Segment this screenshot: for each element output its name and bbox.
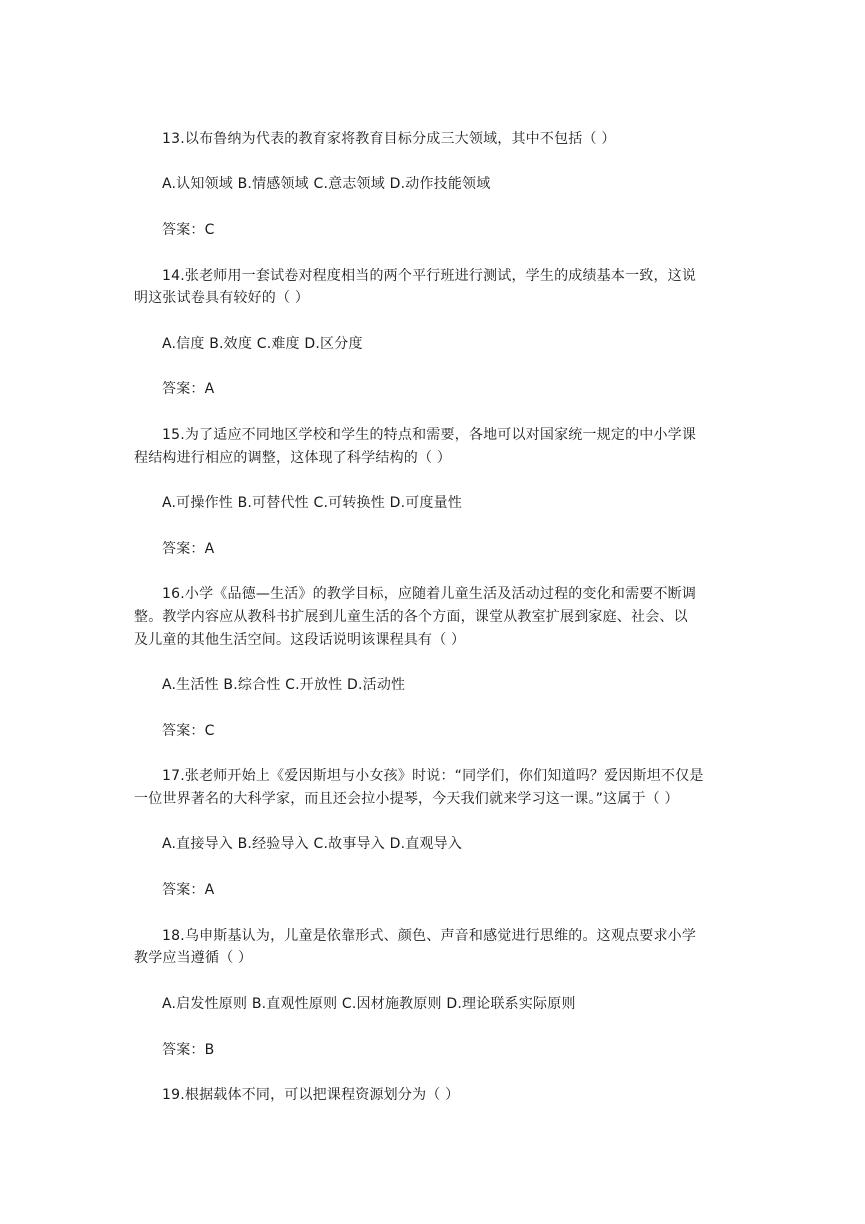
question-18-stem-line-2: 教学应当遵循（ ） [134,950,253,966]
question-13-stem-line-1: 13.以布鲁纳为代表的教育家将教育目标分成三大领域，其中不包括（ ） [162,131,616,147]
question-17-stem-line-2: 一位世界著名的大科学家，而且还会拉小提琴，今天我们就来学习这一课。”这属于（ ） [134,791,679,807]
question-13-answer: 答案：C [162,222,215,238]
question-15-answer: 答案：A [162,541,215,557]
question-16-options: A.生活性 B.综合性 C.开放性 D.活动性 [162,677,406,693]
question-16-answer: 答案：C [162,723,215,739]
question-17-options: A.直接导入 B.经验导入 C.故事导入 D.直观导入 [162,836,463,852]
question-14-answer: 答案：A [162,381,215,397]
question-14-options: A.信度 B.效度 C.难度 D.区分度 [162,336,363,352]
question-18-options: A.启发性原则 B.直观性原则 C.因材施教原则 D.理论联系实际原则 [162,996,576,1012]
question-13-options: A.认知领域 B.情感领域 C.意志领域 D.动作技能领域 [162,176,491,192]
question-15-stem-line-1: 15.为了适应不同地区学校和学生的特点和需要，各地可以对国家统一规定的中小学课 [162,427,697,443]
question-18-answer: 答案：B [162,1042,215,1058]
question-15-stem-line-2: 程结构进行相应的调整，这体现了科学结构的（ ） [134,450,452,466]
question-15-options: A.可操作性 B.可替代性 C.可转换性 D.可度量性 [162,495,463,511]
question-17-answer: 答案：A [162,882,215,898]
question-14-stem-line-1: 14.张老师用一套试卷对程度相当的两个平行班进行测试，学生的成绩基本一致，这说 [162,268,697,284]
question-16-stem-line-1: 16.小学《品德—生活》的教学目标，应随着儿童生活及活动过程的变化和需要不断调 [162,586,697,602]
question-17-stem-line-1: 17.张老师开始上《爱因斯坦与小女孩》时说：“同学们，你们知道吗？爱因斯坦不仅是 [162,768,704,784]
question-19-stem-line-1: 19.根据载体不同，可以把课程资源划分为（ ） [162,1087,460,1103]
question-18-stem-line-1: 18.乌申斯基认为，儿童是依靠形式、颜色、声音和感觉进行思维的。这观点要求小学 [162,928,697,944]
question-16-stem-line-3: 及儿童的其他生活空间。这段话说明该课程具有（ ） [134,632,466,648]
question-16-stem-line-2: 整。教学内容应从教科书扩展到儿童生活的各个方面，课堂从教室扩展到家庭、社会、以 [134,609,688,625]
question-14-stem-line-2: 明这张试卷具有较好的（ ） [134,290,310,306]
